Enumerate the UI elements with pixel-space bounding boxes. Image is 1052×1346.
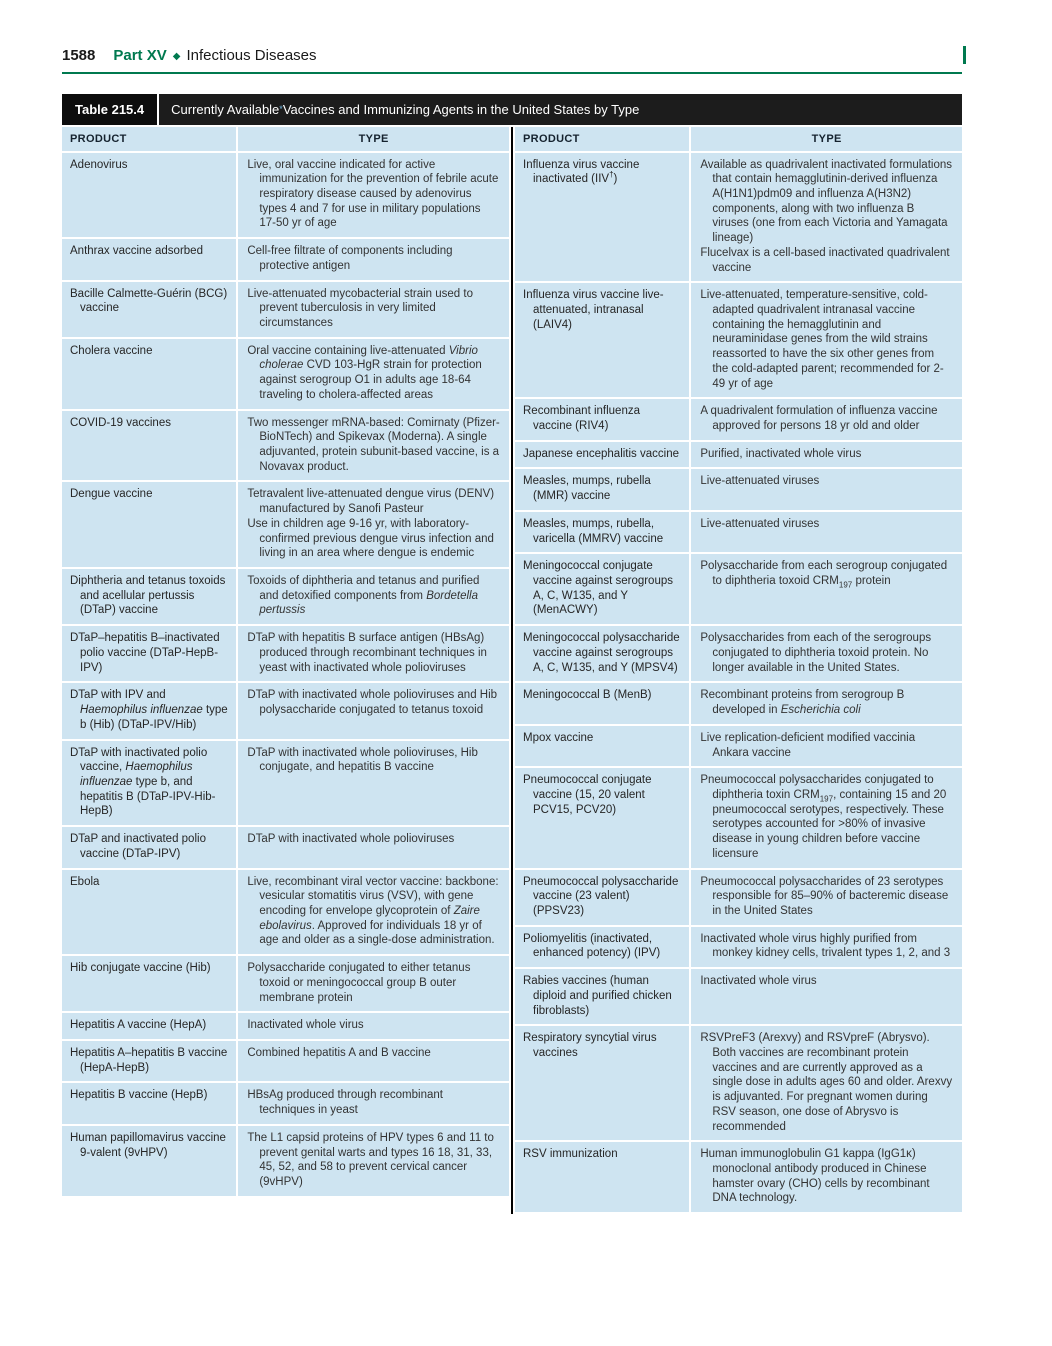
product-cell [515, 683, 689, 723]
type-cell [691, 283, 962, 397]
type-cell [691, 554, 962, 624]
table-title: Currently Available * Vaccines and Immunizing Agents in the United States by Type [159, 94, 962, 125]
table-left-half [62, 127, 509, 1215]
table-row [62, 626, 509, 681]
type-paragraph [247, 746, 500, 775]
product-cell [515, 768, 689, 867]
text-run: Live replication-deficient modified vaccinia Ankara vaccine [700, 731, 916, 759]
type-column-header: TYPE [238, 127, 509, 151]
table-row [515, 927, 962, 967]
text-run: RSVPreF3 (Arexvy) and RSVpreF (Abrysvo). Both vaccines are recombinant protein vaccines and are currently approved as a single dose in adults ages 60 and older. Arexvy is adjuvanted. For pregnant women during RSV season, one dose of Abrysvo is recommended [700, 1032, 953, 1133]
text-run: Human papillomavirus vaccine 9-valent (9vHPV) [70, 1131, 226, 1159]
text-run: Meningococcal B (MenB) [523, 689, 652, 702]
table-row [515, 554, 962, 624]
product-cell [62, 411, 236, 481]
type-cell [238, 626, 509, 681]
text-run: Cell-free filtrate of components including protective antigen [247, 245, 453, 272]
text-run: Vibrio cholerae [259, 344, 478, 372]
text-run: Haemophilus influenzae [80, 761, 193, 788]
type-cell [691, 969, 962, 1024]
text-run: Japanese encephalitis vaccine [523, 447, 679, 460]
type-cell [691, 683, 962, 723]
type-paragraph [700, 404, 953, 433]
product-column-header: PRODUCT [515, 127, 689, 151]
table-row [62, 1013, 509, 1039]
type-column-header: TYPE [691, 127, 962, 151]
product-cell [62, 339, 236, 409]
column-header-row-left [62, 127, 509, 151]
table-row [62, 1083, 509, 1123]
text-run: , containing 15 and 20 pneumococcal serotypes, respectively. These serotypes accounted for >80% of invasive disease in young children before vaccine licensure [712, 788, 947, 860]
column-header-row-right [515, 127, 962, 151]
text-run: Live-attenuated viruses [700, 475, 820, 488]
text-run: Polysaccharide conjugated to either tetanus toxoid or meningococcal group B outer membrane protein [247, 962, 471, 1004]
section-title: Infectious Diseases [186, 47, 317, 64]
type-cell [691, 153, 962, 282]
product-cell [62, 626, 236, 681]
text-run: Inactivated whole virus highly purified from monkey kidney cells, trivalent types 1, 2, and 3 [700, 932, 951, 960]
text-run: protein [852, 575, 891, 588]
product-cell [515, 442, 689, 468]
type-paragraph [247, 344, 500, 403]
right-rows [515, 153, 962, 1215]
product-cell [515, 1026, 689, 1140]
text-run: DTaP with IPV and [70, 689, 166, 702]
product-cell [62, 870, 236, 955]
text-run: Measles, mumps, rubella (MMR) vaccine [523, 475, 651, 503]
text-run: Pneumococcal polysaccharides conjugated to diphtheria toxin CRM [700, 774, 934, 801]
product-cell [62, 1013, 236, 1039]
text-run: Dengue vaccine [70, 488, 153, 501]
type-paragraph [700, 631, 953, 675]
text-run: Haemophilus influenzae [80, 704, 203, 717]
product-cell [515, 469, 689, 509]
diamond-icon: ◆ [172, 51, 181, 62]
table-row [515, 768, 962, 867]
table-row [515, 442, 962, 468]
table-row [62, 569, 509, 624]
text-run: Meningococcal conjugate vaccine against serogroups A, C, W135, and Y (MenACWY) [523, 560, 673, 617]
type-paragraph [700, 158, 953, 246]
type-cell [238, 683, 509, 738]
text-run: Pneumococcal polysaccharide vaccine (23 valent) (PPSV23) [523, 875, 679, 917]
type-paragraph [247, 244, 500, 273]
text-run: Two messenger mRNA-based: Comirnaty (Pfizer-BioNTech) and Spikevax (Moderna). A single adjuvanted, protein subunit-based vaccine, is a Novavax product. [247, 416, 500, 473]
text-run: DTaP with inactivated whole polioviruses [247, 833, 455, 846]
product-cell [62, 827, 236, 867]
product-cell [515, 927, 689, 967]
table-row [62, 239, 509, 279]
table-label: Table 215.4 [62, 94, 157, 125]
type-paragraph [700, 773, 953, 861]
table-row [62, 1126, 509, 1196]
text-run: Poliomyelitis (inactivated, enhanced potency) (IPV) [523, 932, 661, 960]
table-row [515, 870, 962, 925]
table-row [62, 411, 509, 481]
text-run: Meningococcal polysaccharide vaccine against serogroups A, C, W135, and Y (MPSV4) [523, 632, 680, 674]
text-run: HBsAg produced through recombinant techniques in yeast [247, 1089, 443, 1117]
product-cell [515, 283, 689, 397]
product-cell [62, 741, 236, 826]
product-cell [62, 956, 236, 1011]
type-cell [238, 956, 509, 1011]
text-run: Live-attenuated, temperature-sensitive, cold-adapted quadrivalent intranasal vaccine containing the hemagglutinin and neuraminidase genes from the wild strains reassorted to have the six other genes from the cold-adapted parent; recommended for 2-49 yr of age [700, 289, 944, 390]
type-paragraph [700, 688, 953, 717]
type-paragraph [700, 246, 953, 275]
text-run: Human immunoglobulin G1 kappa (IgG1κ) monoclonal antibody produced in Chinese hamster ovary (CHO) cells by recombinant DNA technology. [700, 1148, 930, 1205]
product-cell [515, 399, 689, 439]
product-cell [515, 626, 689, 681]
text-run: Live-attenuated mycobacterial strain used to prevent tuberculosis in very limited circumstances [247, 287, 473, 329]
text-run: Toxoids of diphtheria and tetanus and purified and detoxified components from [247, 575, 480, 602]
type-cell [691, 469, 962, 509]
type-cell [691, 399, 962, 439]
text-run: Pneumococcal polysaccharides of 23 serotypes responsible for 85–90% of bacteremic disease in the United States [700, 875, 949, 917]
type-paragraph [247, 287, 500, 331]
text-run: CVD 103-HgR strain for protection against serogroup O1 in adults age 18-64 traveling to cholera-affected areas [259, 359, 482, 401]
type-paragraph [700, 559, 953, 588]
table-row [62, 827, 509, 867]
type-cell [238, 411, 509, 481]
text-run: COVID-19 vaccines [70, 416, 171, 429]
text-run: Flucelvax is a cell-based inactivated quadrivalent vaccine [700, 246, 950, 274]
table-row [515, 399, 962, 439]
header-rule [62, 72, 962, 74]
type-cell [238, 741, 509, 826]
table-row [62, 339, 509, 409]
product-cell [62, 239, 236, 279]
type-paragraph [247, 688, 500, 717]
table-row [515, 469, 962, 509]
text-run: Bacille Calmette-Guérin (BCG) vaccine [70, 287, 228, 315]
type-cell [238, 482, 509, 567]
text-run: RSV immunization [523, 1148, 618, 1161]
type-paragraph [700, 932, 953, 961]
table-row [515, 512, 962, 552]
product-cell [515, 726, 689, 766]
text-run: Tetravalent live-attenuated dengue virus (DENV) manufactured by Sanofi Pasteur [247, 488, 495, 516]
type-cell [238, 1013, 509, 1039]
table-row [62, 153, 509, 238]
text-run: Inactivated whole virus [700, 975, 817, 988]
product-cell [515, 512, 689, 552]
page-header [62, 48, 962, 65]
text-run: Measles, mumps, rubella, varicella (MMRV) vaccine [523, 517, 664, 545]
table-row [62, 482, 509, 567]
type-cell [238, 153, 509, 238]
product-cell [62, 1126, 236, 1196]
text-run: Ebola [70, 875, 100, 888]
text-run: Bordetella pertussis [259, 589, 478, 617]
product-cell [515, 554, 689, 624]
product-cell [62, 683, 236, 738]
product-cell [62, 1083, 236, 1123]
type-paragraph [700, 474, 953, 489]
text-run: . Approved for individuals 18 yr of age and older as a single-dose administration. [259, 919, 495, 947]
table-right-half [515, 127, 962, 1215]
type-cell [238, 870, 509, 955]
text-run: Polysaccharide from each serogroup conjugated to diphtheria toxoid CRM [700, 560, 948, 588]
table-row [515, 726, 962, 766]
text-run: Adenovirus [70, 158, 128, 171]
type-paragraph [247, 517, 500, 561]
text-run: Escherichia coli [780, 704, 861, 717]
text-run: DTaP with inactivated polio vaccine, [70, 746, 208, 774]
table-row [515, 969, 962, 1024]
text-run: Combined hepatitis A and B vaccine [247, 1047, 431, 1059]
type-cell [238, 1126, 509, 1196]
text-run: Hepatitis B vaccine (HepB) [70, 1089, 208, 1102]
text-run: Live, oral vaccine indicated for active immunization for the prevention of febrile acute respiratory disease caused by adenovirus types 4 and 7 for use in military populations 17-50 yr of age [247, 158, 499, 230]
product-cell [62, 153, 236, 238]
table-row [515, 283, 962, 397]
text-run: type b, and hepatitis B (DTaP-IPV-Hib-HepB) [80, 775, 216, 818]
type-cell [691, 626, 962, 681]
text-run: type b (Hib) (DTaP-IPV/Hib) [80, 704, 228, 731]
type-cell [691, 927, 962, 967]
text-run: Anthrax vaccine adsorbed [70, 245, 203, 258]
product-cell [62, 282, 236, 337]
type-cell [238, 1041, 509, 1081]
text-run: Recombinant proteins from serogroup B developed in [700, 689, 905, 717]
table-row [62, 1041, 509, 1081]
margin-tick [963, 46, 966, 64]
text-run: Purified, inactivated whole virus [700, 447, 862, 460]
table-row [62, 683, 509, 738]
text-run: † [609, 170, 614, 180]
text-run: Respiratory syncytial virus vaccines [523, 1032, 657, 1059]
text-run: Rabies vaccines (human diploid and purified chicken fibroblasts) [523, 975, 672, 1017]
type-paragraph [247, 875, 500, 949]
text-run: DTaP with inactivated whole polioviruses, Hib conjugate, and hepatitis B vaccine [247, 746, 478, 774]
type-paragraph [247, 961, 500, 1005]
text-run: Mpox vaccine [523, 731, 594, 744]
product-cell [62, 569, 236, 624]
text-run: Influenza virus vaccine live-attenuated, intranasal (LAIV4) [523, 289, 664, 331]
type-cell [691, 726, 962, 766]
type-cell [691, 512, 962, 552]
part-label: Part XV [113, 47, 167, 64]
text-run: Hepatitis A–hepatitis B vaccine (HepA-HepB) [70, 1047, 228, 1074]
type-paragraph [700, 1147, 953, 1206]
text-run: DTaP–hepatitis B–inactivated polio vaccine (DTaP-HepB-IPV) [70, 632, 220, 674]
table-title-bar [62, 94, 962, 125]
table-row [515, 683, 962, 723]
type-paragraph [700, 875, 953, 919]
text-run: DTaP with inactivated whole polioviruses and Hib polysaccharide conjugated to tetanus toxoid [247, 689, 498, 717]
type-cell [238, 1083, 509, 1123]
table-body [62, 127, 962, 1215]
type-paragraph [247, 1018, 500, 1033]
type-cell [691, 870, 962, 925]
text-run: DTaP and inactivated polio vaccine (DTaP-IPV) [70, 833, 206, 860]
type-paragraph [247, 158, 500, 232]
text-run: Inactivated whole virus [247, 1019, 364, 1032]
text-run: Available as quadrivalent inactivated formulations that contain hemagglutinin-derived influenza A(H1N1)pdm09 and influenza A(H3N2) components, along with two influenza B viruses (one from each Victoria and Yamagata lineage) [700, 158, 952, 245]
text-run: A quadrivalent formulation of influenza vaccine approved for persons 18 yr old and older [700, 405, 938, 432]
type-paragraph [247, 416, 500, 475]
type-paragraph [247, 1131, 500, 1190]
text-run: Recombinant influenza vaccine (RIV4) [523, 405, 640, 432]
text-run: 197 [838, 580, 853, 590]
text-run: Cholera vaccine [70, 344, 153, 357]
product-cell [515, 1142, 689, 1212]
product-cell [515, 153, 689, 282]
text-run: Zaire ebolavirus [259, 904, 480, 932]
table-row [62, 956, 509, 1011]
type-cell [238, 282, 509, 337]
type-paragraph [700, 974, 953, 989]
type-cell [238, 827, 509, 867]
text-run: Live-attenuated viruses [700, 517, 820, 530]
product-cell [62, 482, 236, 567]
type-paragraph [700, 517, 953, 532]
left-rows [62, 153, 509, 1198]
text-run: Use in children age 9-16 yr, with laboratory-confirmed previous dengue virus infection and living in an area where dengue is endemic [247, 517, 494, 560]
text-run: ) [613, 173, 618, 186]
type-paragraph [247, 832, 500, 847]
type-cell [691, 768, 962, 867]
type-paragraph [700, 731, 953, 760]
column-divider [511, 127, 513, 1215]
type-paragraph [247, 487, 500, 516]
table-row [62, 282, 509, 337]
type-paragraph [700, 288, 953, 391]
vaccine-table [62, 94, 962, 1215]
product-cell [515, 969, 689, 1024]
type-cell [238, 339, 509, 409]
table-row [62, 741, 509, 826]
page-number: 1588 [62, 47, 96, 64]
type-paragraph [247, 574, 500, 618]
type-cell [238, 569, 509, 624]
product-column-header: PRODUCT [62, 127, 236, 151]
type-paragraph [247, 1046, 500, 1061]
table-row [515, 1026, 962, 1140]
text-run: Influenza virus vaccine inactivated (IIV [523, 158, 640, 186]
table-row [515, 153, 962, 282]
type-cell [691, 1142, 962, 1212]
product-cell [515, 870, 689, 925]
type-paragraph [247, 1088, 500, 1117]
text-run: Currently Available [171, 101, 280, 117]
text-run: Hepatitis A vaccine (HepA) [70, 1019, 207, 1032]
type-cell [691, 442, 962, 468]
table-row [515, 626, 962, 681]
text-run: 197 [819, 794, 834, 804]
text-run: Vaccines and Immunizing Agents in the United States by Type [282, 101, 640, 117]
type-paragraph [247, 631, 500, 675]
text-run: Live, recombinant viral vector vaccine: backbone: vesicular stomatitis virus (VSV), with gene encoding for envelope glycoprotein of [247, 875, 499, 917]
text-run: Oral vaccine containing live-attenuated [247, 344, 449, 357]
type-cell [691, 1026, 962, 1140]
text-run: Polysaccharides from each of the serogroups conjugated to diphtheria toxoid protein. No longer available in the United States. [700, 632, 932, 674]
type-cell [238, 239, 509, 279]
table-row [515, 1142, 962, 1212]
product-cell [62, 1041, 236, 1081]
text-run: The L1 capsid proteins of HPV types 6 and 11 to prevent genital warts and types 16 18, 31, 33, 45, 52, and 58 to prevent cervical cancer (9vHPV) [247, 1131, 494, 1189]
text-run: Hib conjugate vaccine (Hib) [70, 962, 211, 975]
type-paragraph [700, 447, 953, 462]
type-paragraph [700, 1031, 953, 1134]
text-run: Diphtheria and tetanus toxoids and acellular pertussis (DTaP) vaccine [70, 575, 226, 617]
table-row [62, 870, 509, 955]
text-run: Pneumococcal conjugate vaccine (15, 20 valent PCV15, PCV20) [523, 774, 652, 816]
text-run: DTaP with hepatitis B surface antigen (HBsAg) produced through recombinant techniques in yeast with inactivated whole polioviruses [247, 632, 487, 674]
